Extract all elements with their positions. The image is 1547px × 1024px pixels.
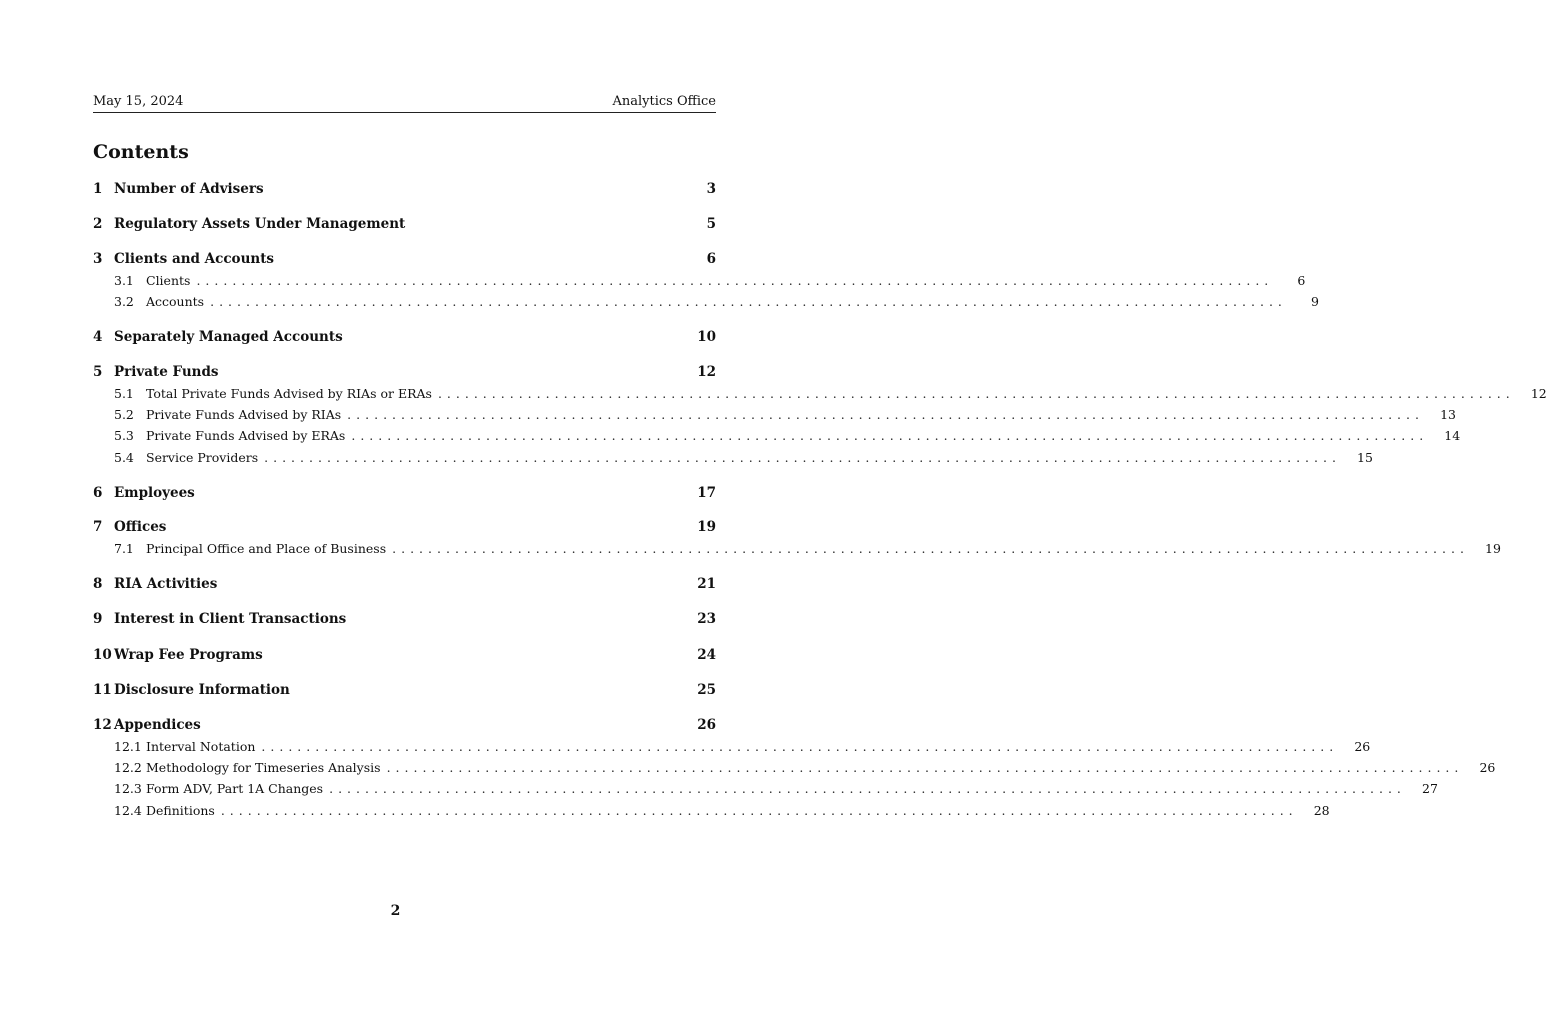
toc-subsection[interactable] [93, 407, 1456, 423]
leader-dots: ........................................................................................................................ [437, 386, 1515, 401]
section-title[interactable]: Employees [114, 485, 195, 501]
subsection-page: 26 [1354, 739, 1371, 754]
toc-subsection[interactable] [93, 273, 1306, 289]
section-title[interactable]: Separately Managed Accounts [114, 329, 343, 345]
toc-subsection[interactable] [93, 428, 1461, 444]
section-title[interactable]: Appendices [114, 717, 201, 733]
section-title[interactable]: Offices [114, 519, 167, 535]
toc-subsection[interactable] [93, 541, 1501, 557]
section-title[interactable]: Regulatory Assets Under Management [114, 216, 406, 232]
subsection-page: 9 [1310, 294, 1319, 309]
subsection-title[interactable]: Interval Notation [146, 739, 256, 754]
section-number: 1 [93, 181, 103, 197]
leader-dots: ........................................................................................................................ [329, 781, 1406, 796]
section-title[interactable]: Number of Advisers [114, 181, 264, 197]
subsection-page: 19 [1485, 541, 1501, 556]
leader-dots: ........................................................................................................................ [196, 273, 1274, 288]
subsection-number: 5.3 [114, 428, 134, 443]
toc-section[interactable] [93, 485, 716, 501]
leader-dots: ........................................................................................................................ [347, 407, 1424, 422]
section-page: 5 [706, 216, 716, 232]
section-page: 21 [697, 576, 716, 592]
subsection-title[interactable]: Total Private Funds Advised by RIAs or ERAs [146, 386, 432, 401]
section-number: 8 [93, 576, 103, 592]
section-number: 9 [93, 611, 103, 627]
toc-section[interactable] [93, 647, 716, 663]
subsection-title[interactable]: Principal Office and Place of Business [146, 541, 387, 556]
subsection-number: 12.2 [114, 760, 142, 775]
toc-subsection[interactable] [93, 450, 1373, 466]
leader-dots: ........................................................................................................................ [351, 428, 1429, 443]
subsection-title[interactable]: Definitions [146, 803, 215, 818]
leader-dots: ........................................................................................................................ [220, 803, 1298, 818]
section-number: 3 [93, 251, 103, 267]
toc-subsection[interactable] [93, 386, 1547, 402]
subsection-title[interactable]: Form ADV, Part 1A Changes [146, 781, 324, 796]
subsection-number: 12.4 [114, 803, 142, 818]
subsection-number: 12.3 [114, 781, 142, 796]
toc-section[interactable] [93, 682, 716, 698]
section-number: 11 [93, 682, 112, 698]
toc-subsection[interactable] [93, 739, 1371, 755]
subsection-number: 12.1 [114, 739, 142, 754]
section-page: 17 [697, 485, 716, 501]
section-title[interactable]: Disclosure Information [114, 682, 290, 698]
toc-subsection[interactable] [93, 760, 1496, 776]
subsection-number: 7.1 [114, 541, 134, 556]
toc-section[interactable] [93, 576, 716, 592]
section-page: 3 [706, 181, 716, 197]
subsection-page: 15 [1357, 450, 1373, 465]
leader-dots: ........................................................................................................................ [392, 541, 1469, 556]
subsection-title[interactable]: Accounts [146, 294, 205, 309]
subsection-title[interactable]: Methodology for Timeseries Analysis [146, 760, 381, 775]
subsection-number: 5.1 [114, 386, 134, 401]
section-page: 19 [697, 519, 716, 535]
toc-section[interactable] [93, 181, 716, 197]
subsection-page: 27 [1422, 781, 1438, 796]
section-page: 23 [697, 611, 716, 627]
toc-subsection[interactable] [93, 803, 1330, 819]
section-number: 6 [93, 485, 103, 501]
subsection-page: 12 [1530, 386, 1547, 401]
header-office: Analytics Office [612, 94, 716, 109]
section-page: 10 [697, 329, 716, 345]
subsection-page: 26 [1479, 760, 1496, 775]
leader-dots: ........................................................................................................................ [264, 450, 1341, 465]
subsection-title[interactable]: Private Funds Advised by ERAs [146, 428, 346, 443]
toc-section[interactable] [93, 519, 716, 535]
subsection-title[interactable]: Private Funds Advised by RIAs [146, 407, 342, 422]
subsection-number: 3.2 [114, 294, 134, 309]
subsection-page: 28 [1313, 803, 1330, 818]
toc-section[interactable] [93, 717, 716, 733]
leader-dots: ........................................................................................................................ [210, 294, 1287, 309]
subsection-page: 14 [1444, 428, 1461, 443]
page-header [93, 94, 716, 113]
page-number: 2 [390, 903, 401, 919]
toc-section[interactable] [93, 611, 716, 627]
subsection-page: 13 [1440, 407, 1456, 422]
subsection-number: 5.4 [114, 450, 134, 465]
toc-section[interactable] [93, 364, 716, 380]
section-number: 7 [93, 519, 103, 535]
section-number: 2 [93, 216, 103, 232]
header-date: May 15, 2024 [93, 94, 184, 109]
subsection-page: 6 [1297, 273, 1306, 288]
section-number: 10 [93, 647, 112, 663]
section-page: 12 [697, 364, 716, 380]
leader-dots: ........................................................................................................................ [261, 739, 1339, 754]
subsection-title[interactable]: Clients [146, 273, 191, 288]
section-page: 6 [706, 251, 716, 267]
section-page: 26 [697, 717, 716, 733]
toc-section[interactable] [93, 216, 716, 232]
section-page: 24 [697, 647, 716, 663]
toc-section[interactable] [93, 329, 716, 345]
section-title[interactable]: RIA Activities [114, 576, 218, 592]
toc-subsection[interactable] [93, 294, 1319, 310]
subsection-title[interactable]: Service Providers [146, 450, 259, 465]
section-title[interactable]: Interest in Client Transactions [114, 611, 347, 627]
section-number: 4 [93, 329, 103, 345]
section-page: 25 [697, 682, 716, 698]
toc-section[interactable] [93, 251, 716, 267]
section-title[interactable]: Wrap Fee Programs [114, 647, 263, 663]
section-number: 5 [93, 364, 103, 380]
subsection-number: 5.2 [114, 407, 134, 422]
section-number: 12 [93, 717, 112, 733]
toc-subsection[interactable] [93, 781, 1438, 797]
section-title[interactable]: Clients and Accounts [114, 251, 275, 267]
leader-dots: ........................................................................................................................ [386, 760, 1464, 775]
subsection-number: 3.1 [114, 273, 134, 288]
section-title[interactable]: Private Funds [114, 364, 219, 380]
contents-title: Contents [93, 141, 189, 163]
